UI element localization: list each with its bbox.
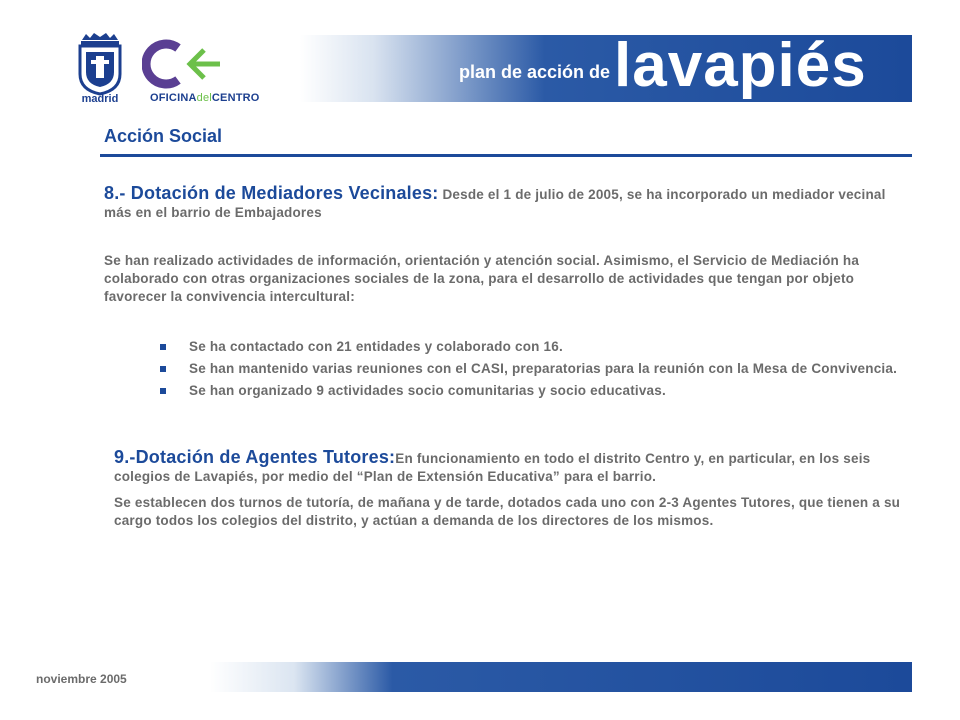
bullet-text: Se han organizado 9 actividades socio comunitarias y socio educativas. <box>189 383 666 398</box>
oficina-word: OFICINA <box>150 92 197 104</box>
oficina-del-centro-logo <box>142 38 222 90</box>
section-divider <box>100 154 912 157</box>
plan-subtitle: plan de acción de <box>458 62 610 82</box>
bullet-square-icon <box>160 388 166 394</box>
item9-heading-block <box>114 448 904 486</box>
header-band <box>300 35 912 102</box>
bullet-square-icon <box>160 366 166 372</box>
item8-heading-block <box>104 184 894 222</box>
madrid-logo-label: madrid <box>81 93 119 105</box>
bullet-text: Se han mantenido varias reuniones con el CASI, preparatorias para la reunión con la Mesa de Convivencia. <box>189 361 898 376</box>
item9-heading: 9.-Dotación de Agentes Tutores: <box>114 447 396 467</box>
section-title: Acción Social <box>104 126 223 146</box>
footer-date: noviembre 2005 <box>36 672 127 686</box>
item9-intro: En funcionamiento en todo el distrito Centro y, en particular, en los seis colegios de Lavapiés, por medio del “Plan de Extensión Educativa” para el barrio. <box>114 451 871 484</box>
del-word: del <box>196 92 212 104</box>
item9-paragraph: Se establecen dos turnos de tutoría, de mañana y de tarde, dotados cada uno con 2-3 Agentes Tutores, que tienen a su cargo todos los colegios del distrito, y actúan a demanda de los directores de los mismos. <box>114 495 901 528</box>
footer-band <box>210 662 912 692</box>
bullet-square-icon <box>160 344 166 350</box>
item8-heading: 8.- Dotación de Mediadores Vecinales: <box>104 183 439 203</box>
item8-intro: Desde el 1 de julio de 2005, se ha incorporado un mediador vecinal más en el barrio de Embajadores <box>104 187 886 220</box>
plan-title: lavapiés <box>614 35 867 100</box>
oficina-logo-label <box>150 92 260 104</box>
list-item <box>160 338 910 356</box>
bullet-text: Se ha contactado con 21 entidades y colaborado con 16. <box>189 339 563 354</box>
item8-bullet-list <box>160 338 910 404</box>
centro-word: CENTRO <box>211 92 260 104</box>
item8-paragraph: Se han realizado actividades de información, orientación y atención social. Asimismo, el Servicio de Mediación ha colaborado con otras organizaciones sociales de la zona, para el desarrollo de actividades que tengan por objeto favorecer la convivencia intercultural: <box>104 253 860 304</box>
list-item <box>160 382 910 400</box>
list-item <box>160 360 910 378</box>
